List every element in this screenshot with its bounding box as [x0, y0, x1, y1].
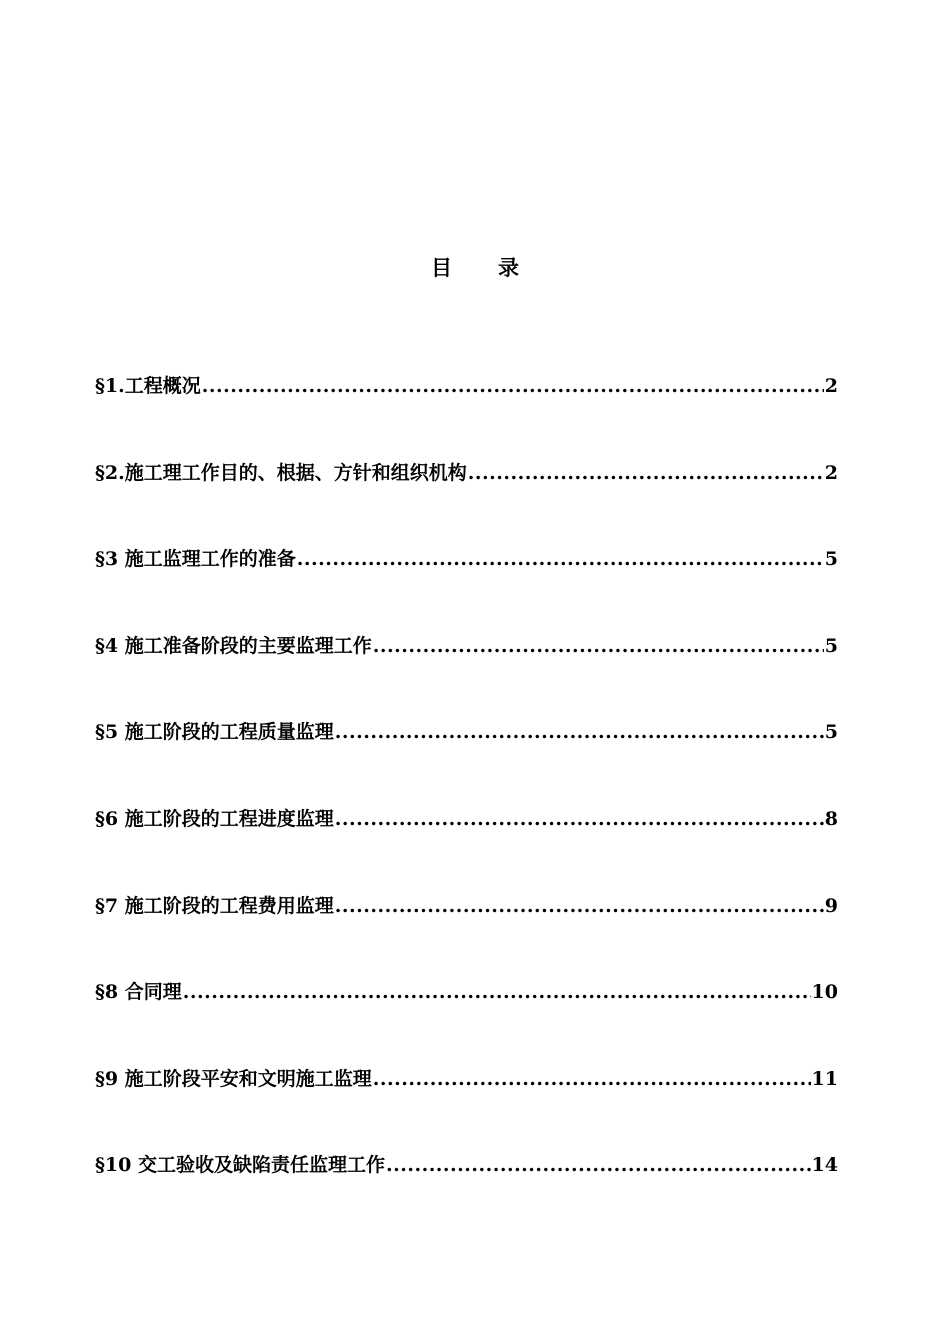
- toc-entry[interactable]: [95, 458, 838, 488]
- toc-entry[interactable]: [95, 717, 838, 747]
- toc-entry-label: §1.工程概况: [95, 375, 201, 397]
- toc-entry[interactable]: [95, 1064, 838, 1094]
- toc-entry-page-number: 10: [811, 981, 838, 1004]
- toc-entry-page-number: 14: [811, 1154, 838, 1177]
- toc-dot-leader: [202, 371, 824, 401]
- toc-entry-page-number: 5: [824, 634, 838, 657]
- toc-entry-page-number: 11: [811, 1067, 838, 1090]
- toc-entry[interactable]: [95, 891, 838, 921]
- toc-dot-leader: [183, 977, 811, 1007]
- toc-entry-label: §3 施工监理工作的准备: [95, 548, 296, 571]
- toc-entry-page-number: 2: [824, 375, 838, 397]
- toc-entry-label: §10 交工验收及缺陷责任监理工作: [95, 1154, 385, 1177]
- toc-entry-label: §5 施工阶段的工程质量监理: [95, 721, 334, 744]
- toc-entry-label: §8 合同理: [95, 981, 182, 1004]
- toc-entry-page-number: 5: [824, 721, 838, 744]
- toc-entry[interactable]: [95, 631, 838, 661]
- toc-entry-label: §2.施工理工作目的、根据、方针和组织机构: [95, 461, 467, 484]
- toc-entry[interactable]: [95, 544, 838, 574]
- toc-title-char-2: 录: [498, 255, 519, 280]
- toc-entry-label: §9 施工阶段平安和文明施工监理: [95, 1067, 372, 1090]
- toc-title: [0, 253, 950, 283]
- toc-entry-page-number: 9: [824, 894, 838, 917]
- toc-entry[interactable]: [95, 977, 838, 1007]
- toc-entry-label: §6 施工阶段的工程进度监理: [95, 807, 334, 830]
- toc-entry[interactable]: [95, 1150, 838, 1180]
- toc-entry[interactable]: [95, 804, 838, 834]
- toc-dot-leader: [335, 891, 824, 921]
- toc-title-char-1: 目: [431, 255, 452, 280]
- toc-entry-page-number: 5: [824, 548, 838, 571]
- toc-entry[interactable]: [95, 371, 838, 401]
- toc-dot-leader: [386, 1150, 811, 1180]
- toc-dot-leader: [335, 804, 824, 834]
- toc-dot-leader: [335, 717, 824, 747]
- toc-entry-page-number: 8: [824, 807, 838, 830]
- toc-dot-leader: [468, 458, 824, 488]
- toc-entry-label: §4 施工准备阶段的主要监理工作: [95, 634, 372, 657]
- toc-dot-leader: [373, 1064, 811, 1094]
- toc-list: [95, 371, 838, 1237]
- toc-dot-leader: [373, 631, 824, 661]
- toc-entry-page-number: 2: [824, 461, 838, 484]
- toc-dot-leader: [297, 544, 824, 574]
- toc-entry-label: §7 施工阶段的工程费用监理: [95, 894, 334, 917]
